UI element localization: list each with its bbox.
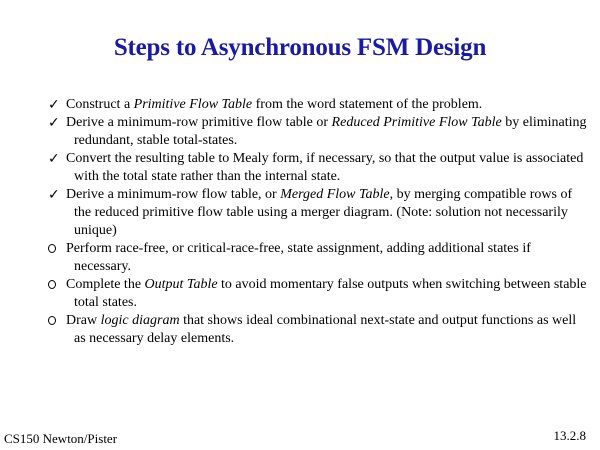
step-text-cont: by eliminating redundant, stable total-states. (74, 115, 587, 148)
list-item (48, 276, 588, 312)
step-text: Derive a minimum-row primitive flow table or (66, 115, 332, 130)
list-item (48, 240, 588, 276)
step-text-cont: to avoid momentary false outputs when switching between stable total states. (74, 277, 587, 310)
step-text: Perform race-free, or critical-race-free, state assignment, adding additional states if necessary. (66, 241, 531, 274)
list-item (48, 150, 588, 186)
step-term: logic diagram (100, 313, 180, 328)
step-term: Reduced Primitive Flow Table (331, 115, 502, 130)
list-item (48, 114, 588, 150)
list-item (48, 186, 588, 240)
step-text-cont: that shows ideal combinational next-state and output functions as well as necessary delay elements. (74, 313, 577, 346)
check-icon: ✓ (48, 151, 60, 167)
step-text: Construct a (66, 97, 134, 112)
circle-bullet-icon (48, 316, 56, 325)
circle-bullet-icon (48, 244, 56, 253)
check-icon: ✓ (48, 187, 60, 203)
step-text: Derive a minimum-row flow table, or (66, 187, 281, 202)
footer-slide-number: 13.2.8 (553, 428, 586, 443)
slide-title: Steps to Asynchronous FSM Design (113, 34, 487, 61)
list-item (48, 312, 588, 348)
step-text-cont: , by merging compatible rows of the reduced primitive flow table using a merger diagram. (Note: solution not necessarily unique) (74, 187, 573, 238)
circle-bullet-icon (48, 280, 56, 289)
check-icon: ✓ (48, 97, 60, 113)
step-text-cont: from the word statement of the problem. (252, 97, 483, 112)
steps-list (48, 96, 588, 348)
step-term: Primitive Flow Table (133, 97, 253, 112)
check-icon: ✓ (48, 115, 60, 131)
list-item (48, 96, 588, 114)
step-text: Draw (66, 313, 101, 328)
step-term: Output Table (144, 277, 218, 292)
step-text: Complete the (66, 277, 145, 292)
step-term: Merged Flow Table (280, 187, 390, 202)
footer-course: CS150 Newton/Pister (4, 431, 118, 446)
step-text: Convert the resulting table to Mealy form, if necessary, so that the output value is associated with the total state rather than the internal state. (66, 151, 584, 184)
